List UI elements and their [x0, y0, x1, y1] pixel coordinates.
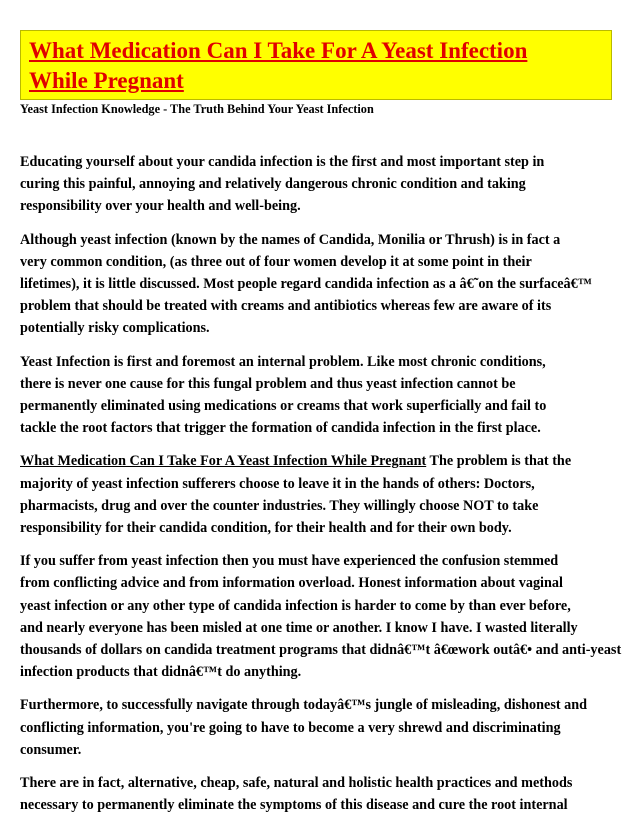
- paragraph-3: [20, 351, 638, 440]
- text-line: permanently eliminated using medications or creams that work superficially and fail to: [20, 398, 547, 415]
- page-subtitle: Yeast Infection Knowledge - The Truth Behind Your Yeast Infection: [20, 102, 374, 116]
- title-line: While Pregnant: [29, 68, 184, 93]
- paragraph-7: [20, 772, 638, 816]
- text-line: potentially risky complications.: [20, 320, 210, 337]
- paragraph-6: [20, 694, 638, 761]
- text-line: Yeast Infection is first and foremost an internal problem. Like most chronic conditions,: [20, 353, 546, 370]
- page-title[interactable]: [29, 36, 604, 96]
- text-line: infection products that didnâ€™t do anything.: [20, 664, 302, 681]
- text-line: problem that should be treated with creams and antibiotics whereas few are aware of its: [20, 298, 552, 315]
- text-line: pharmacists, drug and over the counter industries. They willingly choose NOT to take: [20, 497, 539, 514]
- title-line: What Medication Can I Take For A Yeast Infection: [29, 38, 528, 63]
- text-line: responsibility for their candida condition, for their health and for their own body.: [20, 520, 512, 537]
- text-line: thousands of dollars on candida treatment programs that didnâ€™t â€œwork outâ€• and anti-yeast: [20, 642, 622, 659]
- article-link[interactable]: What Medication Can I Take For A Yeast Infection While Pregnant: [20, 453, 427, 470]
- text-line: from conflicting advice and from information overload. Honest information about vaginal: [20, 575, 563, 592]
- text-line: necessary to permanently eliminate the symptoms of this disease and cure the root internal: [20, 797, 568, 814]
- text-line: responsibility over your health and well-being.: [20, 198, 301, 215]
- paragraph-2: [20, 229, 638, 340]
- text-line: very common condition, (as three out of four women develop it at some point in their: [20, 253, 532, 270]
- text-line: there is never one cause for this fungal problem and thus yeast infection cannot be: [20, 375, 516, 392]
- text-line: There are in fact, alternative, cheap, safe, natural and holistic health practices and methods: [20, 775, 573, 792]
- article-body: [20, 151, 638, 826]
- text-line: Although yeast infection (known by the names of Candida, Monilia or Thrush) is in fact a: [20, 231, 561, 248]
- paragraph-5: [20, 550, 638, 683]
- text-line: Educating yourself about your candida infection is the first and most important step in: [20, 154, 545, 170]
- text-line: and nearly everyone has been misled at one time or another. I know I have. I wasted literally: [20, 619, 578, 636]
- text-line: majority of yeast infection sufferers choose to leave it in the hands of others: Doctors,: [20, 475, 535, 492]
- text-line: yeast infection or any other type of candida infection is harder to come by than ever before,: [20, 597, 571, 614]
- text-line: consumer.: [20, 741, 82, 758]
- text-line: conflicting information, you're going to have to become a very shrewd and discriminating: [20, 719, 561, 736]
- text-line: If you suffer from yeast infection then you must have experienced the confusion stemmed: [20, 553, 559, 570]
- text-line: Furthermore, to successfully navigate through todayâ€™s jungle of misleading, dishonest and: [20, 697, 588, 714]
- paragraph-4: [20, 450, 638, 539]
- paragraph-1: [20, 151, 638, 218]
- text-fragment: The problem is that the: [426, 453, 572, 470]
- text-line: tackle the root factors that trigger the formation of candida infection in the first place.: [20, 420, 541, 437]
- text-line: lifetimes), it is little discussed. Most people regard candida infection as a â€˜on the surfaceâ€™: [20, 276, 592, 293]
- title-banner: [20, 30, 612, 100]
- text-line: curing this painful, annoying and relatively dangerous chronic condition and taking: [20, 176, 526, 193]
- text-line: [20, 450, 638, 472]
